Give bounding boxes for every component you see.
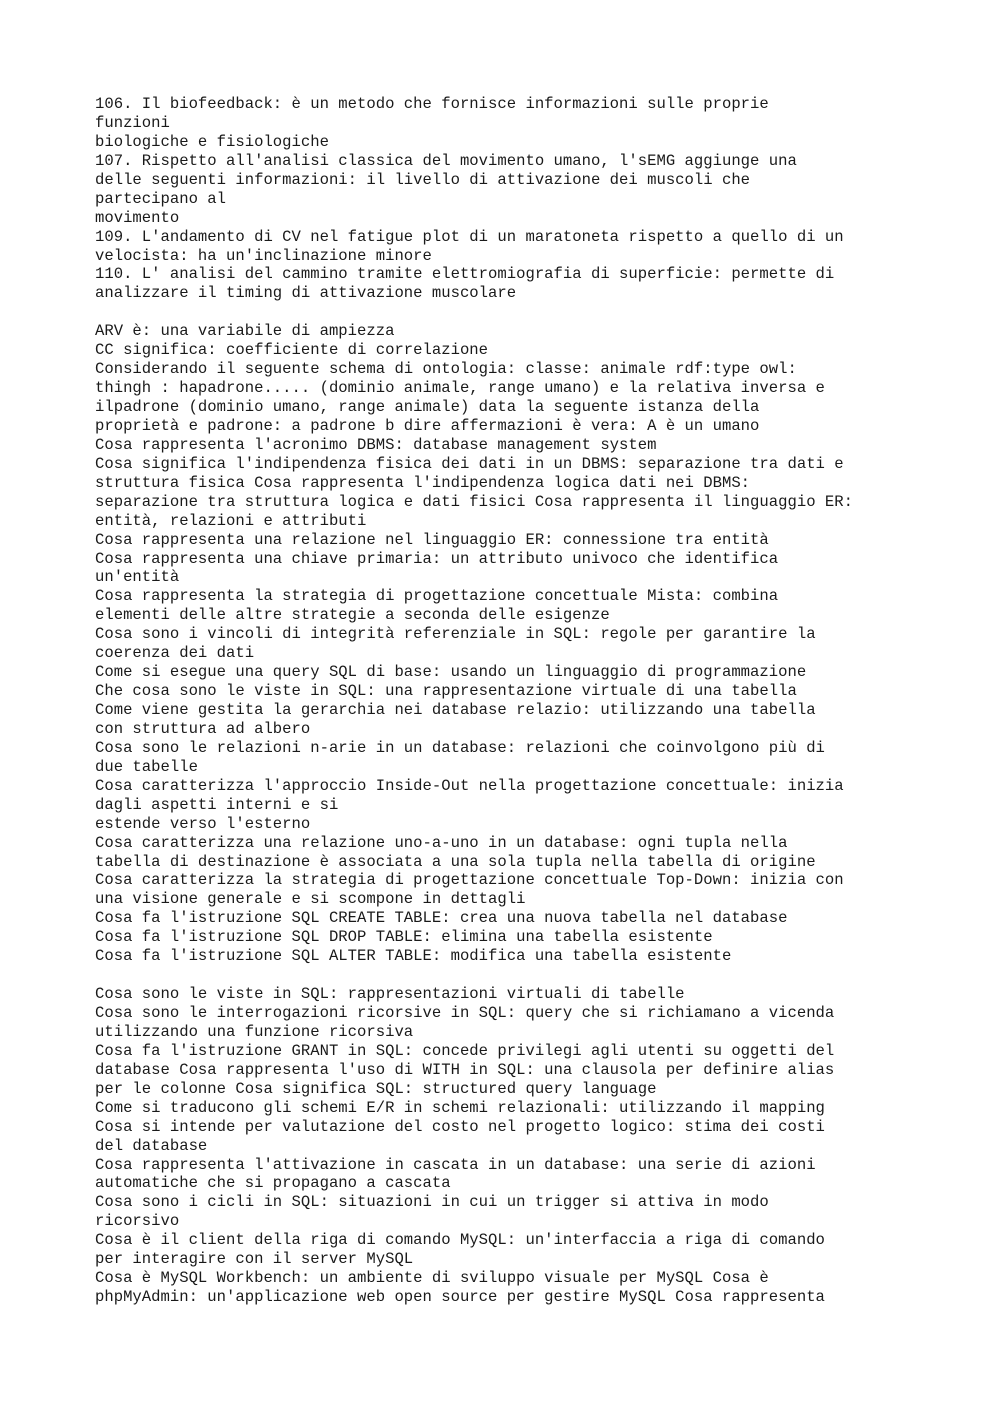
text-line: tabella di destinazione è associata a una sola tupla nella tabella di origine [95,852,816,871]
text-line: 109. L'andamento di CV nel fatigue plot di un maratoneta rispetto a quello di un [95,227,844,246]
text-line: elementi delle altre strategie a seconda delle esigenze [95,606,610,625]
document-page [95,95,975,1307]
text-line: dagli aspetti interni e si [95,795,339,814]
blank-line [95,303,975,322]
text-line: Cosa rappresenta la strategia di progettazione concettuale Mista: combina [95,587,779,606]
text-line: Cosa fa l'istruzione SQL DROP TABLE: elimina una tabella esistente [95,928,713,947]
text-line: analizzare il timing di attivazione muscolare [95,284,517,303]
text-line: estende verso l'esterno [95,814,311,833]
text-line: Cosa fa l'istruzione GRANT in SQL: concede privilegi agli utenti su oggetti del [95,1041,835,1060]
text-line: Cosa è MySQL Workbench: un ambiente di sviluppo visuale per MySQL Cosa è [95,1269,769,1288]
text-line: automatiche che si propagano a cascata [95,1174,451,1193]
text-line: Che cosa sono le viste in SQL: una rappresentazione virtuale di una tabella [95,682,797,701]
text-line: ilpadrone (dominio umano, range animale) data la seguente istanza della [95,398,760,416]
text-line: Cosa fa l'istruzione SQL CREATE TABLE: crea una nuova tabella nel database [95,909,788,928]
text-line: Cosa caratterizza la strategia di progettazione concettuale Top-Down: inizia con [95,871,844,890]
text-line: per interagire con il server MySQL [95,1250,414,1269]
text-line: proprietà e padrone: a padrone b dire affermazioni è vera: A è un umano [95,416,760,435]
text-line: ricorsivo [95,1212,180,1231]
text-line: Come si traducono gli schemi E/R in schemi relazionali: utilizzando il mapping [95,1098,825,1117]
text-line: due tabelle [95,757,198,776]
text-line: coerenza dei dati [95,644,255,663]
text-line: funzioni [95,113,170,132]
text-line: Cosa rappresenta una relazione nel linguaggio ER: connessione tra entità [95,530,769,549]
text-line: Come si esegue una query SQL di base: usando un linguaggio di programmazione [95,663,807,682]
text-line: una visione generale e si scompone in dettagli [95,890,526,909]
text-line: Cosa è il client della riga di comando MySQL: un'interfaccia a riga di comando [95,1231,825,1250]
text-line: phpMyAdmin: un'applicazione web open source per gestire MySQL Cosa rappresenta [95,1288,825,1307]
text-line: Cosa rappresenta l'acronimo DBMS: database management system [95,435,657,454]
text-line: Considerando il seguente schema di ontologia: classe: animale rdf:type owl: [95,360,797,379]
text-line: Cosa caratterizza l'approccio Inside-Out nella progettazione concettuale: inizia [95,776,844,795]
text-line: CC significa: coefficiente di correlazione [95,341,489,360]
text-line: 110. L' analisi del cammino tramite elettromiografia di superficie: permette di [95,265,835,284]
text-line: con struttura ad albero [95,719,311,738]
blank-line [95,966,975,985]
text-line: Cosa rappresenta una chiave primaria: un attributo univoco che identifica [95,549,779,568]
text-line: Cosa sono i cicli in SQL: situazioni in cui un trigger si attiva in modo [95,1193,769,1212]
text-line: biologiche e fisiologiche [95,132,329,151]
text-line: ARV è: una variabile di ampiezza [95,322,395,341]
text-line: Cosa sono i vincoli di integrità referenziale in SQL: regole per garantire la [95,625,816,644]
text-line: entità, relazioni e attributi [95,511,367,530]
text-line: Cosa rappresenta l'attivazione in cascata in un database: una serie di azioni [95,1155,816,1174]
text-line: Cosa sono le relazioni n-arie in un database: relazioni che coinvolgono più di [95,738,825,757]
text-line: struttura fisica Cosa rappresenta l'indipendenza logica dati nei DBMS: [95,473,751,492]
text-line: database Cosa rappresenta l'uso di WITH in SQL: una clausola per definire alias [95,1060,835,1079]
text-line: separazione tra struttura logica e dati fisici Cosa rappresenta il linguaggio ER: [95,492,853,511]
text-line: Cosa si intende per valutazione del costo nel progetto logico: stima dei costi [95,1117,825,1136]
text-line: movimento [95,208,180,227]
text-line: partecipano al [95,189,227,208]
text-line: Cosa fa l'istruzione SQL ALTER TABLE: modifica una tabella esistente [95,947,732,966]
text-line: Come viene gestita la gerarchia nei database relazio: utilizzando una tabella [95,701,816,719]
text-line: del database [95,1136,208,1155]
text-line: 106. Il biofeedback: è un metodo che fornisce informazioni sulle proprie [95,95,769,113]
text-line: Cosa caratterizza una relazione uno-a-uno in un database: ogni tupla nella [95,833,788,852]
text-line: Cosa sono le viste in SQL: rappresentazioni virtuali di tabelle [95,985,685,1004]
text-line: 107. Rispetto all'analisi classica del movimento umano, l'sEMG aggiunge una [95,151,797,170]
text-line: velocista: ha un'inclinazione minore [95,246,432,265]
text-line: un'entità [95,568,180,587]
text-line: Cosa sono le interrogazioni ricorsive in SQL: query che si richiamano a vicenda [95,1004,835,1022]
text-line: thingh : hapadrone..... (dominio animale, range umano) e la relativa inversa e [95,379,825,398]
text-line: utilizzando una funzione ricorsiva [95,1022,414,1041]
text-line: per le colonne Cosa significa SQL: structured query language [95,1079,657,1098]
text-line: delle seguenti informazioni: il livello di attivazione dei muscoli che [95,170,751,189]
text-line: Cosa significa l'indipendenza fisica dei dati in un DBMS: separazione tra dati e [95,454,844,473]
